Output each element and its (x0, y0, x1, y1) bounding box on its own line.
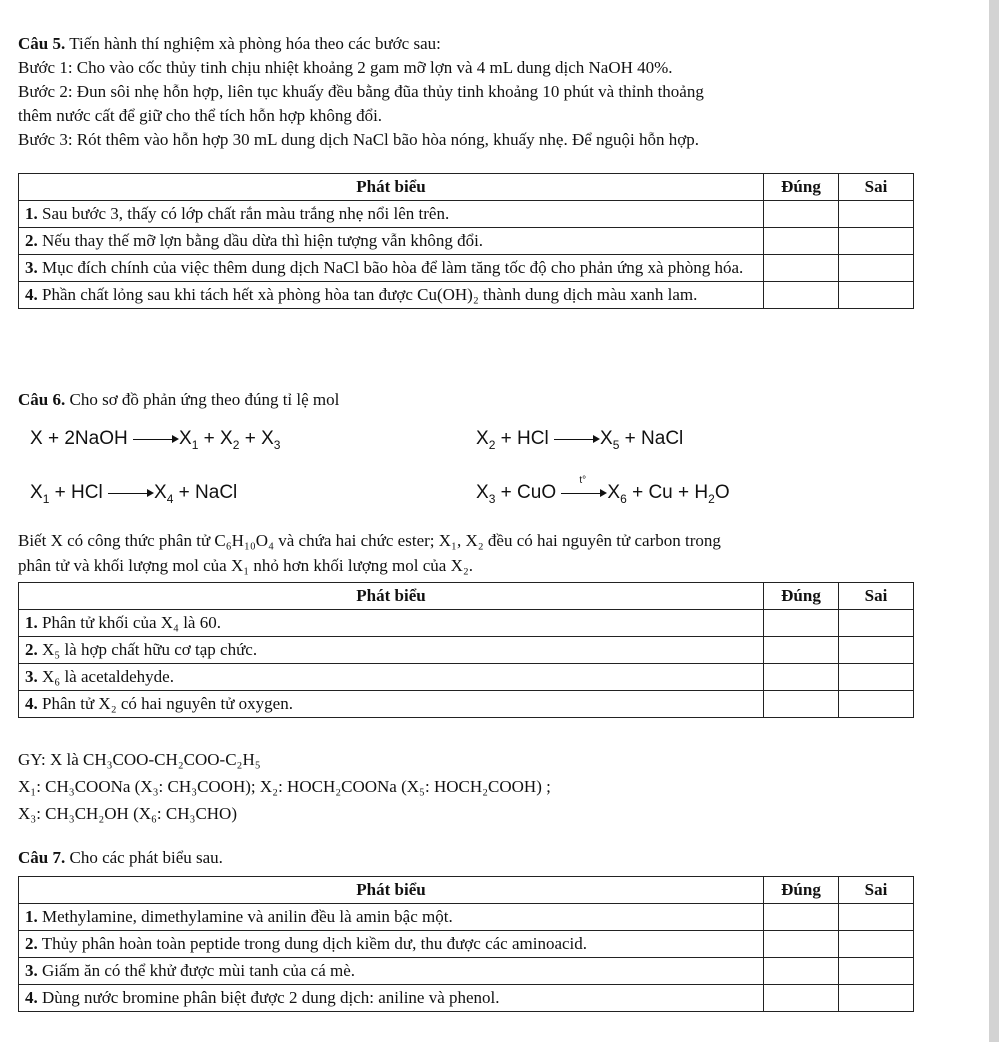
question-5-step-2: Bước 2: Đun sôi nhẹ hỗn hợp, liên tục khuấy đều bằng đũa thủy tinh khoảng 10 phút và thỉnh thoảng (18, 82, 704, 101)
arrow-icon (554, 433, 600, 445)
false-cell[interactable] (839, 691, 914, 718)
false-cell[interactable] (839, 958, 914, 985)
question-6-table (18, 582, 914, 718)
header-statement: Phát biểu (19, 583, 764, 610)
row-text: Sau bước 3, thấy có lớp chất rắn màu trắng nhẹ nổi lên trên. (42, 204, 450, 223)
row-number: 4. (25, 285, 38, 304)
heat-arrow-icon: t° (561, 487, 607, 499)
question-6-title: Câu 6. (18, 390, 66, 409)
row-number: 1. (25, 204, 38, 223)
reaction-equation-1: X + 2NaOH $X_1 + X_2 + X_3$ (30, 428, 281, 452)
false-cell[interactable] (839, 985, 914, 1012)
true-cell[interactable] (764, 691, 839, 718)
true-cell[interactable] (764, 228, 839, 255)
table-row (19, 664, 914, 691)
question-5-table (18, 173, 914, 309)
row-number: 1. (25, 613, 38, 632)
true-cell[interactable] (764, 958, 839, 985)
question-7-title: Câu 7. (18, 848, 66, 867)
true-cell[interactable] (764, 637, 839, 664)
false-cell[interactable] (839, 255, 914, 282)
false-cell[interactable] (839, 610, 914, 637)
table-row (19, 985, 914, 1012)
question-5-intro: Tiến hành thí nghiệm xà phòng hóa theo các bước sau: (69, 34, 441, 53)
false-cell[interactable] (839, 904, 914, 931)
question-5-title: Câu 5. (18, 34, 66, 53)
page-edge-shadow (989, 0, 999, 1042)
false-cell[interactable] (839, 664, 914, 691)
table-row (19, 637, 914, 664)
arrow-icon (108, 487, 154, 499)
question-6-note: Biết X có công thức phân tử C₆H₁₀O₄ và chứa hai chức ester; X₁, X₂ đều có hai nguyên tử carbon trong (18, 531, 721, 550)
row-text: Thủy phân hoàn toàn peptide trong dung dịch kiềm dư, thu được các aminoacid. (41, 934, 588, 953)
false-cell[interactable] (839, 201, 914, 228)
answer-key (18, 746, 551, 827)
table-header-row (19, 174, 914, 201)
arrow-icon (133, 433, 179, 445)
row-number: 2. (25, 231, 38, 250)
row-number: 1. (25, 907, 38, 926)
row-number: 3. (25, 961, 38, 980)
row-text: Phân tử khối của X₄ là 60. (42, 613, 221, 632)
answer-key-line-2: X₁: CH₃COONa (X₃: CH₃COOH); X₂: HOCH₂COONa (X₅: HOCH₂COOH) ; (18, 777, 551, 796)
table-row (19, 610, 914, 637)
row-text: Giấm ăn có thể khử được mùi tanh của cá mè. (42, 961, 356, 980)
true-cell[interactable] (764, 904, 839, 931)
true-cell[interactable] (764, 610, 839, 637)
question-7-intro: Cho các phát biểu sau. (69, 848, 223, 867)
false-cell[interactable] (839, 228, 914, 255)
table-row (19, 201, 914, 228)
true-cell[interactable] (764, 282, 839, 309)
table-header-row (19, 877, 914, 904)
row-number: 4. (25, 988, 38, 1007)
header-true: Đúng (764, 583, 839, 610)
true-cell[interactable] (764, 201, 839, 228)
true-cell[interactable] (764, 985, 839, 1012)
row-text: Phân tử X₂ có hai nguyên tử oxygen. (42, 694, 293, 713)
true-cell[interactable] (764, 931, 839, 958)
true-cell[interactable] (764, 255, 839, 282)
row-text: Methylamine, dimethylamine và anilin đều là amin bậc một. (42, 907, 453, 926)
header-false: Sai (839, 877, 914, 904)
question-7-table (18, 876, 914, 1012)
question-5-step-2-cont: thêm nước cất để giữ cho thể tích hỗn hợp không đổi. (18, 106, 383, 125)
header-statement: Phát biểu (19, 877, 764, 904)
table-row (19, 691, 914, 718)
question-6-note-cont: phân tử và khối lượng mol của X₁ nhỏ hơn khối lượng mol của X₂. (18, 556, 474, 575)
row-text: Phần chất lỏng sau khi tách hết xà phòng hòa tan được Cu(OH)₂ thành dung dịch màu xanh lam. (42, 285, 698, 304)
row-text: Nếu thay thế mỡ lợn bằng dầu dừa thì hiện tượng vẫn không đổi. (42, 231, 484, 250)
false-cell[interactable] (839, 931, 914, 958)
reaction-equation-2: $X_2$ + HCl $X_5$ + NaCl (476, 428, 684, 452)
header-true: Đúng (764, 877, 839, 904)
false-cell[interactable] (839, 637, 914, 664)
row-number: 3. (25, 258, 38, 277)
table-row (19, 282, 914, 309)
row-number: 2. (25, 934, 38, 953)
reaction-equation-3: $X_1$ + HCl $X_4$ + NaCl (30, 482, 238, 506)
table-row (19, 904, 914, 931)
reaction-equation-4: $X_3$ + CuO t° $X_6 + Cu + H_2O$ (476, 474, 730, 506)
answer-key-line-3: X₃: CH₃CH₂OH (X₆: CH₃CHO) (18, 804, 237, 823)
row-number: 2. (25, 640, 38, 659)
header-statement: Phát biểu (19, 174, 764, 201)
table-row (19, 931, 914, 958)
row-text: Dùng nước bromine phân biệt được 2 dung dịch: aniline và phenol. (42, 988, 500, 1007)
header-true: Đúng (764, 174, 839, 201)
question-5 (18, 32, 704, 152)
question-6-intro: Cho sơ đồ phản ứng theo đúng tỉ lệ mol (69, 390, 340, 409)
header-false: Sai (839, 174, 914, 201)
row-text: Mục đích chính của việc thêm dung dịch NaCl bão hòa để làm tăng tốc độ cho phản ứng xà phòng hóa. (42, 258, 744, 277)
row-text: X₅ là hợp chất hữu cơ tạp chức. (42, 640, 258, 659)
row-text: X₆ là acetaldehyde. (42, 667, 174, 686)
row-number: 4. (25, 694, 38, 713)
table-row (19, 255, 914, 282)
question-6 (18, 388, 339, 412)
table-row (19, 958, 914, 985)
question-5-step-1: Bước 1: Cho vào cốc thủy tinh chịu nhiệt khoảng 2 gam mỡ lợn và 4 mL dung dịch NaOH 40%. (18, 58, 673, 77)
false-cell[interactable] (839, 282, 914, 309)
question-7 (18, 846, 223, 870)
answer-key-line-1: GY: X là CH₃COO-CH₂COO-C₂H₅ (18, 750, 261, 769)
question-5-step-3: Bước 3: Rót thêm vào hỗn hợp 30 mL dung dịch NaCl bão hòa nóng, khuấy nhẹ. Để nguội hỗn hợp. (18, 130, 699, 149)
table-row (19, 228, 914, 255)
table-header-row (19, 583, 914, 610)
header-false: Sai (839, 583, 914, 610)
true-cell[interactable] (764, 664, 839, 691)
row-number: 3. (25, 667, 38, 686)
